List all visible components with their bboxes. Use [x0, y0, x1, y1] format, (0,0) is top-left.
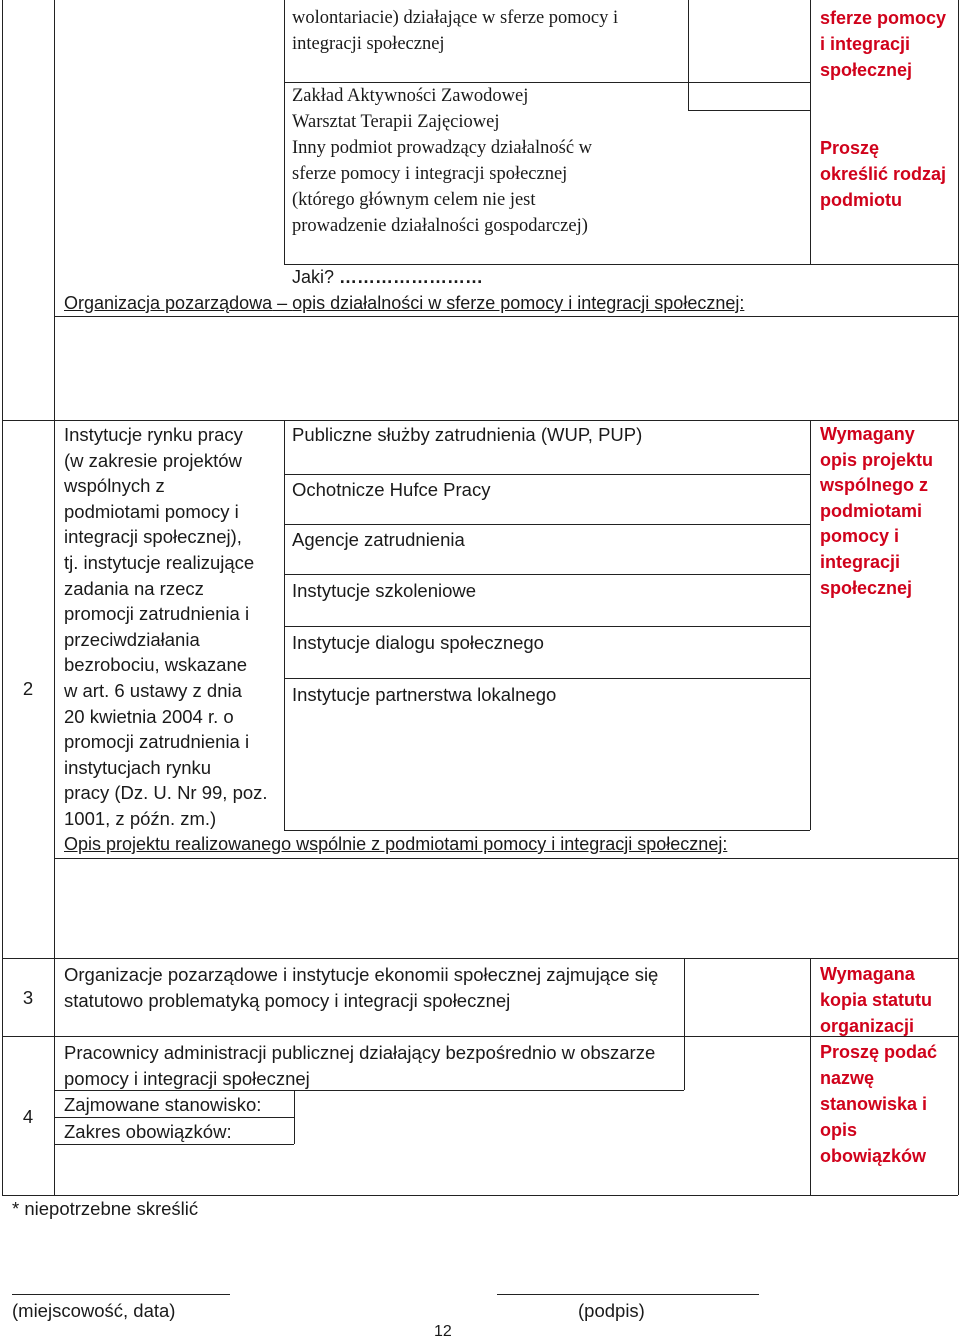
table-border-left — [2, 0, 3, 1195]
table-rule — [2, 958, 958, 959]
table-divider — [688, 82, 689, 110]
admin-staff-line-2: pomocy i integracji społecznej — [64, 1068, 310, 1089]
table-rule — [2, 1036, 958, 1037]
ngo-statute-line-1: Organizacje pozarządowe i instytucje ekonomii społecznej zajmujące się — [64, 964, 659, 985]
position-field[interactable] — [296, 1092, 682, 1116]
note-project-line: społecznej — [820, 577, 913, 598]
lm-line: podmiotami pomocy i — [64, 500, 239, 522]
joint-project-label: Opis projektu realizowanego wspólnie z podmiotami pomocy i integracji społecznej: — [64, 834, 728, 854]
note-project-line: integracji — [820, 552, 901, 572]
row-number-2: 2 — [22, 678, 34, 699]
note-position-line: stanowiska i — [820, 1094, 928, 1114]
note-project-line: opis projektu — [820, 449, 934, 470]
jaki-label: Jaki? — [292, 267, 335, 287]
ngo-prefix: Organizacja pozarządowa — [64, 293, 273, 313]
row-number-3: 3 — [22, 987, 34, 1008]
note-project-line: Wymagany — [820, 424, 915, 444]
footnote: * niepotrzebne skreślić — [12, 1198, 199, 1219]
duties-field[interactable] — [296, 1119, 808, 1193]
lm-line: przeciwdziałania — [64, 628, 200, 650]
lm-type-agencies: Agencje zatrudnienia — [292, 529, 465, 550]
entity-type-other-line-2: sferze pomocy i integracji społecznej — [292, 164, 568, 184]
lm-line: promocji zatrudnienia i — [64, 731, 250, 753]
duties-label: Zakres obowiązków: — [64, 1121, 232, 1142]
page-number: 12 — [434, 1323, 452, 1340]
note-specify-line-3: podmiotu — [820, 190, 902, 210]
lm-line: instytucjach rynku — [64, 756, 212, 778]
ngo-dash: – — [272, 293, 293, 313]
lm-line: pracy (Dz. U. Nr 99, poz. — [64, 782, 268, 804]
entity-type-zaz: Zakład Aktywności Zawodowej — [292, 86, 529, 106]
note-area-line-2: i integracji — [820, 34, 911, 54]
table-rule — [284, 524, 810, 525]
table-divider — [294, 1090, 295, 1144]
row-number-4: 4 — [22, 1106, 34, 1127]
lm-type-public-employment: Publiczne służby zatrudnienia (WUP, PUP) — [292, 424, 643, 445]
signature-line — [497, 1294, 759, 1295]
lm-type-dialogue: Instytucje dialogu społecznego — [292, 632, 544, 653]
lm-line: Instytucje rynku pracy — [64, 424, 243, 445]
note-statute-line: organizacji — [820, 1016, 915, 1036]
table-divider-number-col — [54, 0, 55, 1195]
entity-type-other-line-1: Inny podmiot prowadzący działalność w — [292, 138, 593, 158]
lm-type-ohp: Ochotnicze Hufce Pracy — [292, 479, 491, 500]
note-position-line: obowiązków — [820, 1146, 927, 1166]
table-rule — [284, 626, 810, 627]
place-date-label: (miejscowość, data) — [12, 1300, 176, 1321]
table-divider — [284, 420, 285, 830]
lm-type-training: Instytucje szkoleniowe — [292, 580, 477, 601]
table-divider — [810, 0, 811, 264]
note-position-line: opis — [820, 1120, 858, 1140]
note-project-line: wspólnego z — [820, 475, 928, 496]
lm-line: wspólnych z — [64, 475, 165, 497]
lm-type-partnership: Instytucje partnerstwa lokalnego — [292, 684, 557, 705]
admin-staff-line-1: Pracownicy administracji publicznej działający bezpośrednio w obszarze — [64, 1042, 656, 1063]
note-project-line: pomocy i — [820, 526, 900, 547]
table-rule — [2, 420, 958, 421]
ngo-rest: opis działalności w sferze pomocy i integracji społecznej: — [292, 293, 745, 313]
entity-type-other-line-3: (którego głównym celem nie jest — [292, 190, 536, 210]
signature-label: (podpis) — [578, 1300, 645, 1321]
note-position-line: Proszę podać — [820, 1042, 938, 1062]
table-divider — [684, 1036, 685, 1090]
entity-type-other-line-4: prowadzenie działalności gospodarczej) — [292, 216, 588, 236]
lm-line: 1001, z późn. zm.) — [64, 808, 217, 829]
types-continued-line-2: integracji społecznej — [292, 34, 445, 54]
entity-type-wtz: Warsztat Terapii Zajęciowej — [292, 112, 500, 132]
table-rule — [688, 110, 810, 111]
table-divider — [688, 0, 689, 82]
table-rule — [284, 830, 810, 831]
note-project-line: podmiotami — [820, 500, 922, 521]
lm-line: zadania na rzecz — [64, 577, 204, 599]
jaki-field[interactable] — [292, 265, 483, 291]
ngo-description-label — [64, 291, 744, 317]
ngo-statute-line-2: statutowo problematyką pomocy i integracji społecznej — [64, 990, 511, 1011]
table-rule — [284, 678, 810, 679]
lm-line: integracji społecznej), — [64, 526, 242, 548]
note-position-line: nazwę — [820, 1068, 875, 1088]
joint-project-field[interactable] — [56, 860, 956, 956]
table-divider — [810, 958, 811, 1195]
lm-line: bezrobociu, wskazane — [64, 654, 248, 676]
lm-line: tj. instytucje realizujące — [64, 552, 255, 573]
position-label: Zajmowane stanowisko: — [64, 1094, 262, 1115]
table-rule — [284, 474, 810, 475]
lm-line: 20 kwietnia 2004 r. o — [64, 705, 234, 727]
table-divider — [810, 420, 811, 830]
lm-line: w art. 6 ustawy z dnia — [64, 680, 242, 701]
ngo-description-field[interactable] — [56, 318, 956, 418]
lm-line: promocji zatrudnienia i — [64, 603, 250, 625]
jaki-dots: …………………… — [339, 267, 484, 287]
note-specify-line-2: określić rodzaj — [820, 164, 947, 184]
table-divider — [684, 958, 685, 1036]
place-date-line — [12, 1294, 230, 1295]
note-area-line-1: sferze pomocy — [820, 8, 947, 28]
note-statute-line: kopia statutu — [820, 990, 933, 1010]
table-border-right — [958, 0, 959, 1195]
table-rule — [284, 82, 810, 83]
note-area-line-3: społecznej — [820, 60, 913, 80]
note-specify-line-1: Proszę — [820, 138, 880, 158]
table-rule — [54, 858, 958, 859]
lm-line: (w zakresie projektów — [64, 449, 242, 471]
table-divider — [284, 0, 285, 264]
note-statute-line: Wymagana — [820, 964, 915, 984]
table-rule — [284, 574, 810, 575]
types-continued-line-1: wolontariacie) działające w sferze pomocy i — [292, 8, 619, 28]
